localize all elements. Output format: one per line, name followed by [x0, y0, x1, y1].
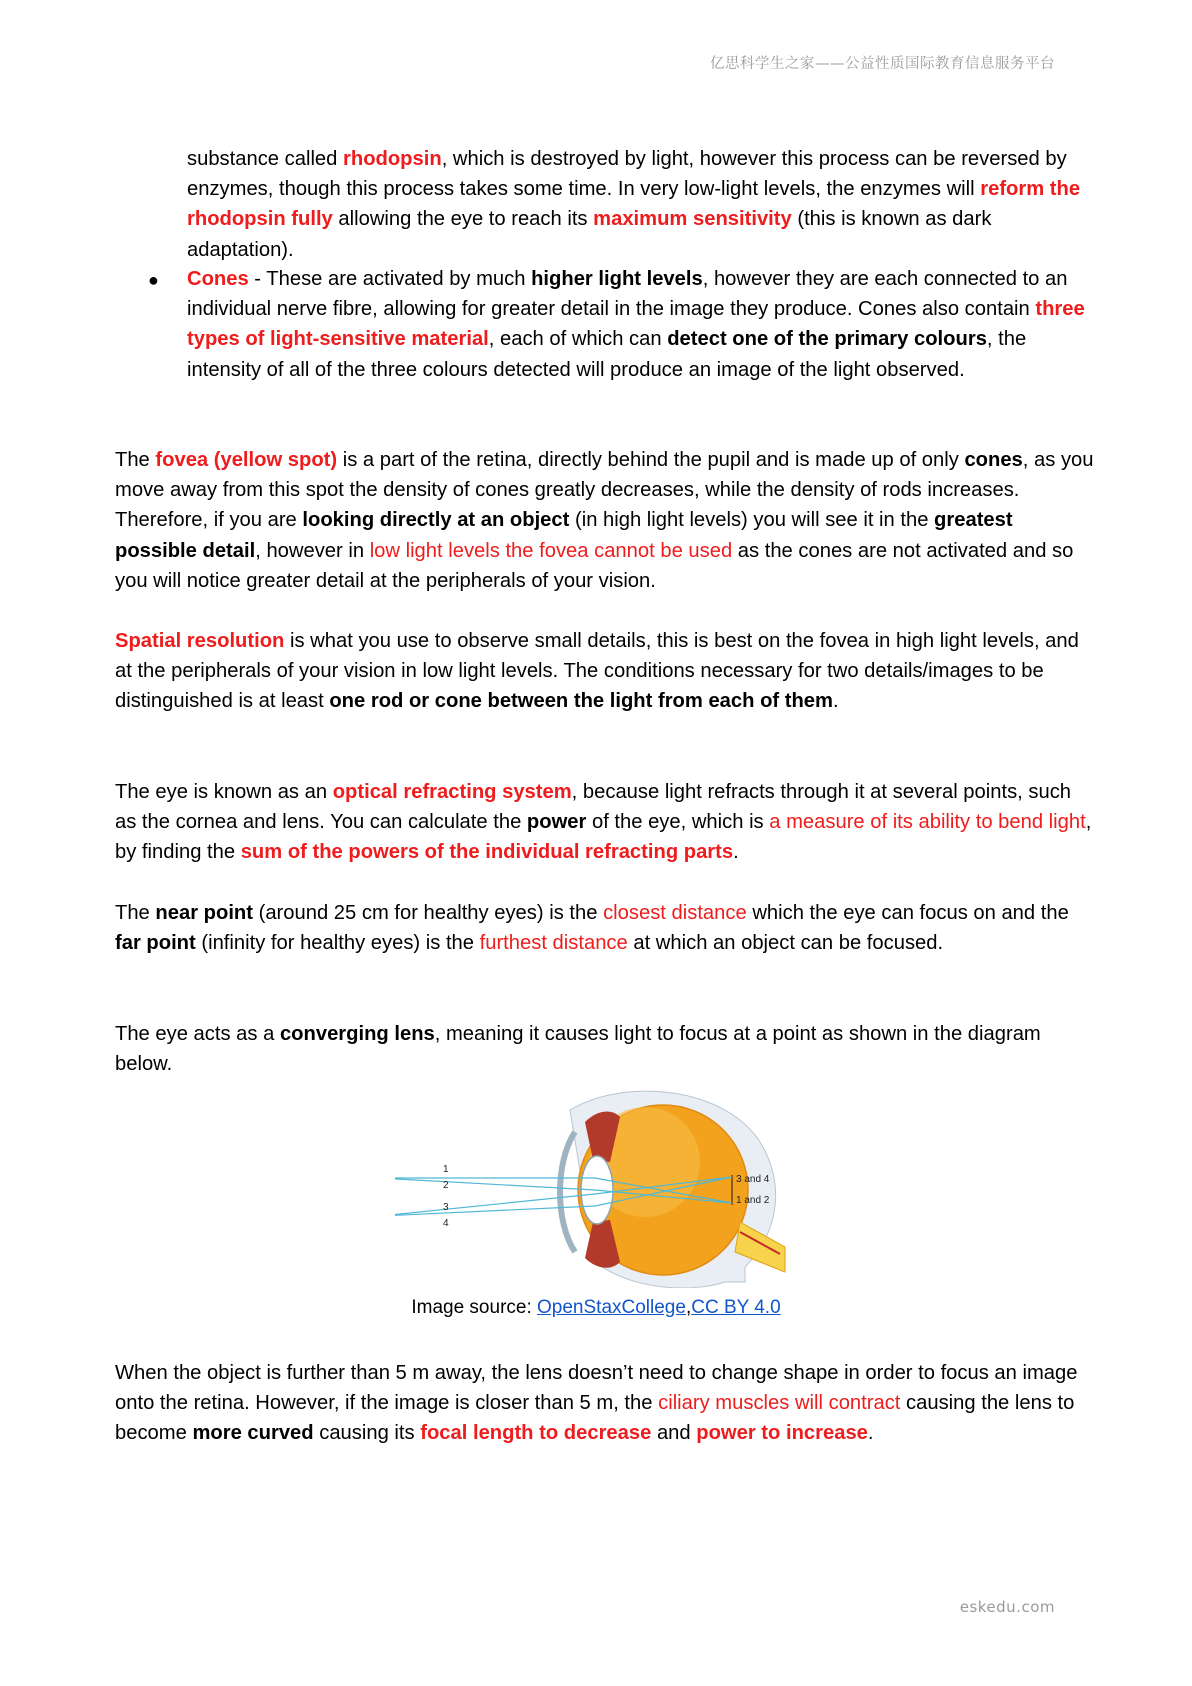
text: , meaning it causes light to focus at a point as shown in the diagram below.	[115, 1023, 1041, 1076]
text: When the object is further than 5 m away, the lens doesn’t need to change shape in order to focus an image onto the retina. However, if the image is closer than 5 m, the	[115, 1362, 1078, 1415]
bold-detect-colours: detect one of the primary colours	[667, 328, 987, 351]
text: , by finding the	[115, 811, 1092, 864]
caption-separator: ,	[685, 1297, 692, 1318]
text: causing its	[313, 1422, 421, 1445]
converging-paragraph	[115, 1019, 1095, 1079]
bold-more-curved: more curved	[192, 1422, 314, 1445]
bullet-icon: ●	[148, 270, 159, 290]
highlight-rhodopsin: rhodopsin	[343, 148, 442, 170]
rods-paragraph	[187, 144, 1097, 265]
text: substance called	[187, 148, 343, 170]
highlight-sum-of-powers: sum of the powers of the individual refracting parts	[240, 841, 734, 864]
caption-prefix: Image source:	[411, 1297, 538, 1318]
ray-label-4: 4	[443, 1218, 449, 1229]
highlight-fovea: fovea (yellow spot)	[155, 449, 338, 471]
text: at which an object can be focused.	[627, 932, 944, 955]
openstax-link[interactable]: OpenStaxCollege	[537, 1297, 686, 1318]
ray-label-3: 3	[443, 1202, 449, 1213]
bold-greatest-detail: greatest possible detail	[115, 509, 1013, 562]
highlight-ciliary: ciliary muscles will contract	[658, 1392, 901, 1415]
highlight-focal-length: focal length to decrease	[420, 1422, 652, 1445]
footer-domain: eskedu.com	[959, 1598, 1055, 1616]
text: The eye is known as an	[115, 781, 333, 803]
highlight-furthest-distance: furthest distance	[479, 932, 628, 955]
text: (this is known as dark adaptation).	[187, 208, 992, 261]
image-caption	[0, 1294, 1192, 1322]
fovea-paragraph	[115, 445, 1095, 596]
cornea	[560, 1132, 575, 1252]
text: - These are activated by much	[248, 268, 532, 290]
highlight-spatial-resolution: Spatial resolution	[115, 630, 285, 652]
ray-label-2: 2	[443, 1180, 449, 1191]
text: The eye acts as a	[115, 1023, 280, 1045]
bold-one-rod-or-cone: one rod or cone between the light from each of them	[329, 690, 833, 713]
text: as the cones are not activated and so you will notice greater detail at the peripherals of your vision.	[115, 539, 1074, 592]
near-far-point-paragraph	[115, 898, 1095, 958]
text: The	[115, 449, 156, 471]
eye-diagram	[395, 1082, 795, 1288]
highlight-bend-light: a measure of its ability to bend light	[769, 811, 1086, 834]
text: is what you use to observe small details, this is best on the fovea in high light levels, and at the peripherals of your vision in low light levels. The conditions necessary for two details/images to be distinguished is at least	[115, 630, 1079, 713]
text: which the eye can focus on and the	[746, 902, 1069, 924]
bold-far-point: far point	[115, 932, 196, 955]
highlight-three-types: three types of light-sensitive material	[187, 298, 1085, 351]
bold-cones: cones	[964, 449, 1023, 471]
text: The	[115, 902, 156, 924]
highlight-max-sensitivity: maximum sensitivity	[593, 208, 792, 231]
cones-list-item	[187, 264, 1097, 385]
highlight-power-increase: power to increase	[696, 1422, 868, 1445]
text: .	[733, 841, 739, 864]
text: is a part of the retina, directly behind the pupil and is made up of only	[337, 449, 965, 471]
highlight-cones: Cones	[187, 268, 249, 290]
text: .	[867, 1422, 874, 1445]
text: , each of which can	[488, 328, 668, 351]
highlight-optical-system: optical refracting system	[332, 781, 572, 803]
text: , which is destroyed by light, however this process can be reversed by enzymes, though this process takes some time. In very low-light levels, the enzymes will	[187, 148, 1067, 201]
bold-power: power	[526, 811, 587, 834]
text: causing the lens to become	[115, 1392, 1075, 1445]
text: , because light refracts through it at several points, such as the cornea and lens. You can calculate the	[115, 781, 1072, 834]
bold-near-point: near point	[155, 902, 253, 924]
bold-higher-light: higher light levels	[531, 268, 703, 290]
text: (in high light levels) you will see it in the	[569, 509, 935, 532]
text: of the eye, which is	[586, 811, 770, 834]
accommodation-paragraph	[115, 1358, 1095, 1449]
bold-looking-directly: looking directly at an object	[302, 509, 570, 532]
text: .	[832, 690, 839, 713]
optical-paragraph	[115, 777, 1095, 868]
highlight-reform: reform the rhodopsin fully	[187, 178, 1081, 231]
text: (infinity for healthy eyes) is the	[195, 932, 480, 955]
highlight-closest-distance: closest distance	[603, 902, 747, 924]
text: , however they are each connected to an individual nerve fibre, allowing for greater detail in the image they produce. Cones also contain	[187, 268, 1068, 321]
ray-label-1: 1	[443, 1164, 449, 1175]
highlight-low-light: low light levels the fovea cannot be used	[369, 539, 733, 562]
text: allowing the eye to reach its	[332, 208, 594, 231]
cc-license-link[interactable]: CC BY 4.0	[691, 1297, 781, 1318]
text: , however in	[255, 539, 370, 562]
spatial-paragraph	[115, 626, 1095, 717]
image-label-1-and-2: 1 and 2	[736, 1195, 770, 1206]
header-site-title: 亿思科学生之家——公益性质国际教育信息服务平台	[710, 56, 1055, 72]
text: (around 25 cm for healthy eyes) is the	[252, 902, 604, 924]
text: and	[651, 1422, 697, 1445]
bold-converging-lens: converging lens	[279, 1023, 435, 1045]
text: , as you move away from this spot the density of cones greatly decreases, while the density of rods increases. Therefore, if you are	[115, 449, 1094, 532]
text: , the intensity of all of the three colours detected will produce an image of the light observed.	[187, 328, 1027, 381]
image-label-3-and-4: 3 and 4	[736, 1174, 770, 1185]
